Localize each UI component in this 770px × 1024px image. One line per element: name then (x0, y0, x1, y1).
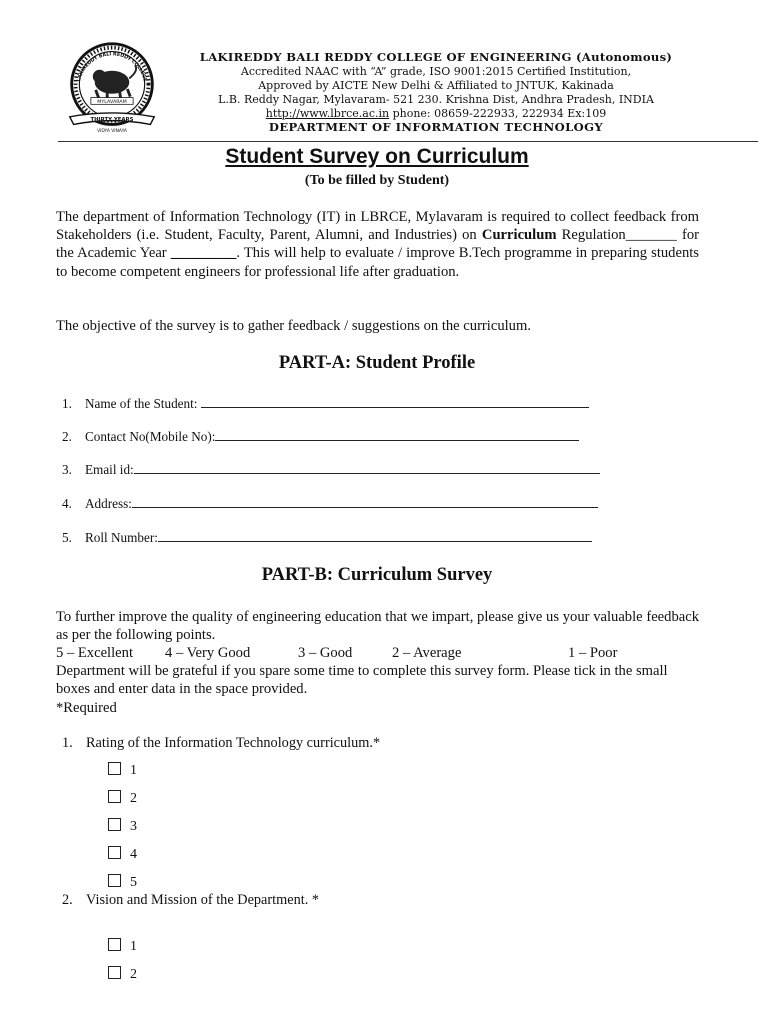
question-1: 1. Rating of the Information Technology curriculum.* (62, 735, 381, 751)
department-name: DEPARTMENT OF INFORMATION TECHNOLOGY (268, 120, 604, 134)
survey-intro-paragraph: To further improve the quality of engineering education that we impart, please give us your valuable feedback as per the following points. (56, 609, 699, 644)
approval-line: Approved by AICTE New Delhi & Affiliated to JNTUK, Kakinada (258, 79, 614, 92)
address-input-line[interactable] (132, 496, 598, 508)
logo-motto-text: VIDYA VINAYA (97, 129, 127, 135)
q1-option-4[interactable]: 4 (108, 846, 137, 863)
header-divider (58, 141, 758, 142)
q2-option-2[interactable]: 2 (108, 966, 137, 983)
part-b-heading: PART-B: Curriculum Survey (261, 565, 493, 585)
page-title: Student Survey on Curriculum (225, 145, 529, 168)
q2-option-1[interactable]: 1 (108, 938, 137, 955)
intro-paragraph: The department of Information Technology (IT) in LBRCE, Mylavaram is required to collect feedback from Stakeholders (i.e. Student, Faculty, Parent, Alumni, and Industries) on Curriculum Regulation_______ for the Academic Year _________. This will help to evaluate / improve B.Tech programme in preparing students to become competent engineers for professional life after graduation. (56, 209, 700, 280)
objective-paragraph: The objective of the survey is to gather feedback / suggestions on the curriculum. (56, 318, 531, 334)
logo-banner-text: MYLAVARAM (97, 99, 127, 105)
logo-ribbon-text: THIRTY YEARS (90, 117, 134, 124)
checkbox[interactable] (108, 818, 121, 831)
academic-year-blank[interactable]: _________ (170, 245, 237, 262)
college-logo (64, 40, 160, 136)
q1-option-1[interactable]: 1 (108, 762, 137, 779)
q1-option-2[interactable]: 2 (108, 790, 137, 807)
profile-field-address: 4. Address: (62, 496, 598, 512)
q1-option-3[interactable]: 3 (108, 818, 137, 835)
profile-field-email: 3. Email id: (62, 462, 600, 478)
checkbox[interactable] (108, 966, 121, 979)
name-input-line[interactable] (201, 396, 589, 408)
rating-scale: 5 – Excellent 4 – Very Good 3 – Good 2 – Average 1 – Poor (56, 645, 618, 661)
roll-input-line[interactable] (158, 530, 592, 542)
email-input-line[interactable] (134, 462, 600, 474)
checkbox[interactable] (108, 874, 121, 887)
college-name: LAKIREDDY BALI REDDY COLLEGE OF ENGINEERING (Autonomous) (199, 50, 673, 64)
website-link[interactable]: http://www.lbrce.ac.in (265, 107, 390, 120)
instructions-paragraph: Department will be grateful if you spare some time to complete this survey form. Please tick in the small boxes and enter data in the space provided. (56, 663, 668, 698)
checkbox[interactable] (108, 762, 121, 775)
q1-option-5[interactable]: 5 (108, 874, 137, 891)
question-2: 2. Vision and Mission of the Department. * (62, 892, 320, 908)
curriculum-bold: Curriculum (481, 227, 557, 244)
part-a-heading: PART-A: Student Profile (278, 353, 476, 373)
checkbox[interactable] (108, 846, 121, 859)
page-subtitle: (To be filled by Student) (304, 173, 450, 188)
checkbox[interactable] (108, 938, 121, 951)
checkbox[interactable] (108, 790, 121, 803)
contact-line (176, 107, 696, 120)
logo-arc-text: LAKIREDDY BALI REDDY COLLEGE (77, 52, 147, 83)
required-note: *Required (56, 700, 117, 716)
accreditation-line: Accredited NAAC with “A” grade, ISO 9001:2015 Certified Institution, (240, 65, 632, 78)
profile-field-contact: 2. Contact No(Mobile No): (62, 429, 579, 445)
address-line: L.B. Reddy Nagar, Mylavaram- 521 230. Krishna Dist, Andhra Pradesh, INDIA (218, 93, 654, 106)
contact-input-line[interactable] (215, 429, 579, 441)
profile-field-name: 1. Name of the Student: (62, 396, 589, 412)
profile-field-roll: 5. Roll Number: (62, 530, 592, 546)
phone-text: phone: 08659-222933, 222934 Ex:109 (389, 107, 607, 120)
